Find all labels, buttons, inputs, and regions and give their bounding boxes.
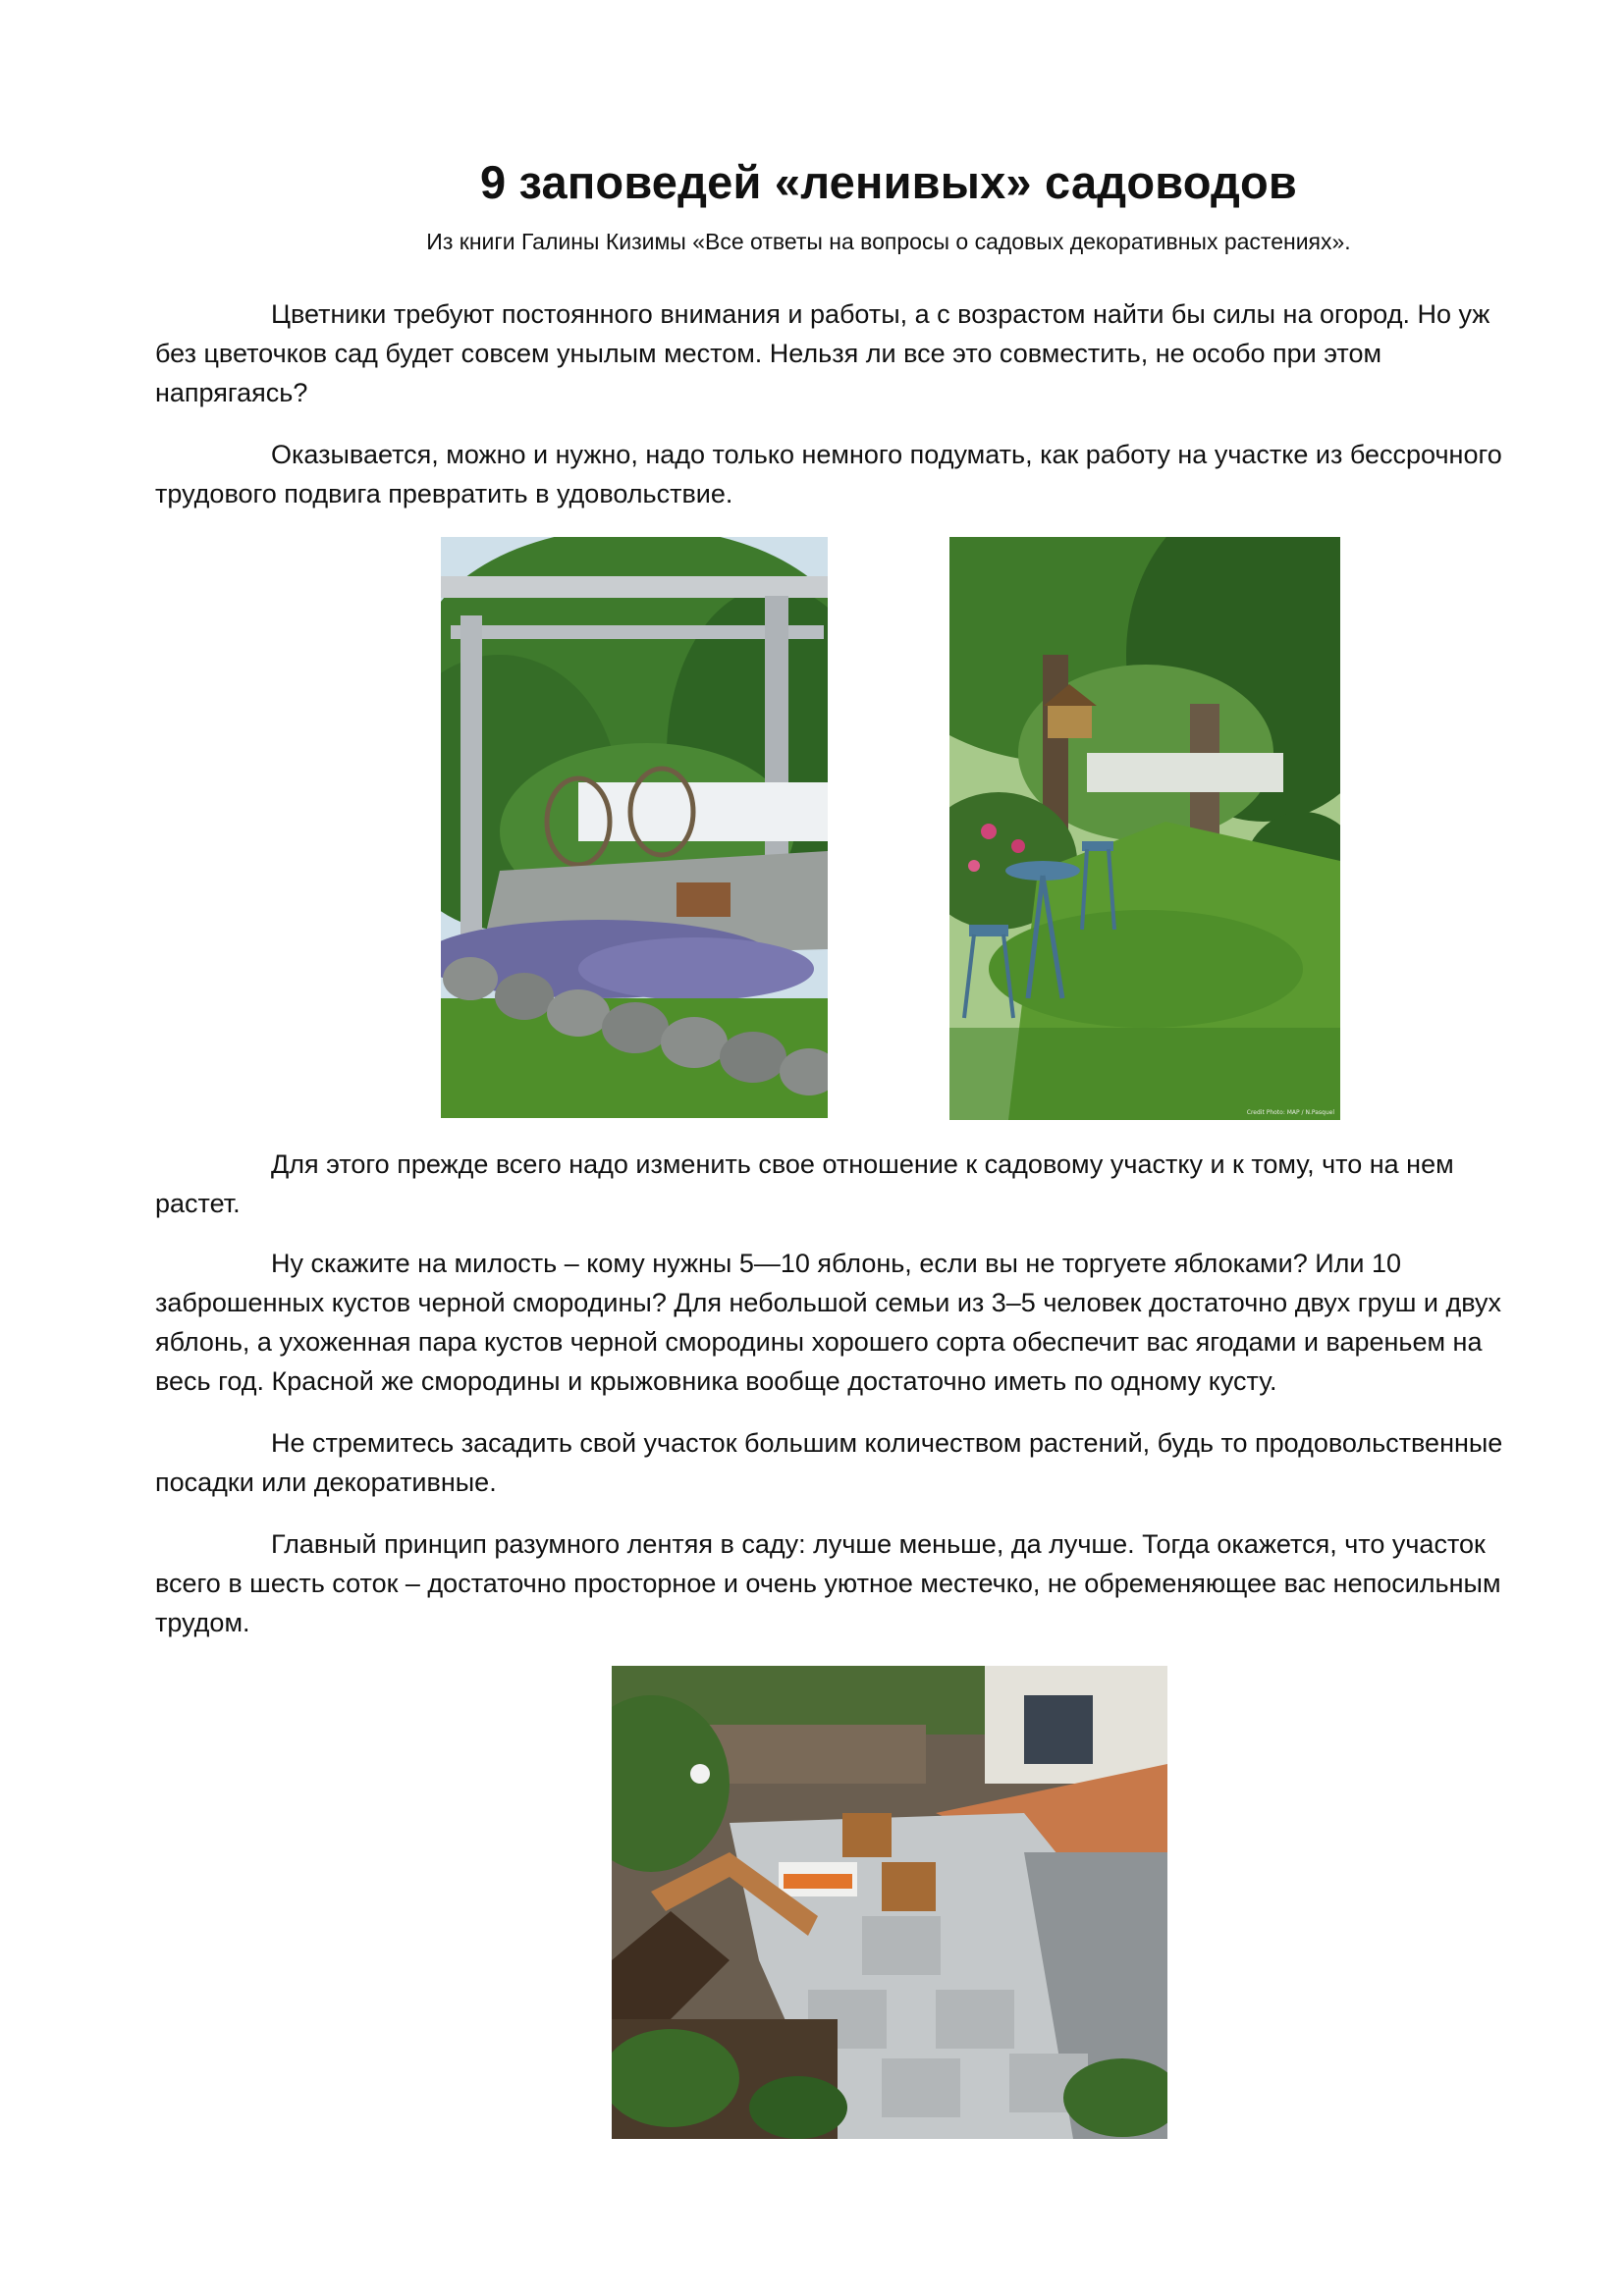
paragraph-1: Цветники требуют постоянного внимания и работы, а с возрастом найти бы силы на огород. Но уж без цветочков сад будет совсем унылым местом. Нельзя ли все это совместить, не особо при этом напрягаясь? xyxy=(155,299,1490,407)
paragraph-4: Ну скажите на милость – кому нужны 5—10 яблонь, если вы не торгуете яблоками? Или 10 заброшенных кустов черной смородины? Для небольшой семьи из 3–5 человек достаточно двух груш и двух яблонь, а ухоженная пара кустов черной смородины хорошего сорта обеспечит вас ягодами и вареньем на весь год. Красной же смородины и крыжовника вообще достаточно иметь по одному кусту. xyxy=(155,1249,1502,1396)
page-subtitle: Из книги Галины Кизимы «Все ответы на вопросы о садовых декоративных растениях». xyxy=(426,229,1351,254)
patio-fire-pit-photo xyxy=(612,1666,1167,2139)
pergola-garden-photo xyxy=(441,537,828,1118)
paragraph-5: Не стремитесь засадить свой участок большим количеством растений, будь то продовольственные посадки или декоративные. xyxy=(155,1428,1503,1497)
paragraph-6: Главный принцип разумного лентяя в саду: лучше меньше, да лучше. Тогда окажется, что участок всего в шесть соток – достаточно просторное и очень уютное местечко, не обременяющее вас непосильным трудом. xyxy=(155,1529,1501,1637)
paragraph-2: Оказывается, можно и нужно, надо только немного подумать, как работу на участке из бессрочного трудового подвига превратить в удовольствие. xyxy=(155,440,1502,508)
page-title: 9 заповедей «ленивых» садоводов xyxy=(479,156,1298,208)
shaded-garden-photo xyxy=(949,537,1340,1120)
photo-credit: Credit Photo: MAP / N.Pasquel xyxy=(1246,1109,1334,1116)
paragraph-3: Для этого прежде всего надо изменить свое отношение к садовому участку и к тому, что на нем растет. xyxy=(155,1149,1454,1218)
